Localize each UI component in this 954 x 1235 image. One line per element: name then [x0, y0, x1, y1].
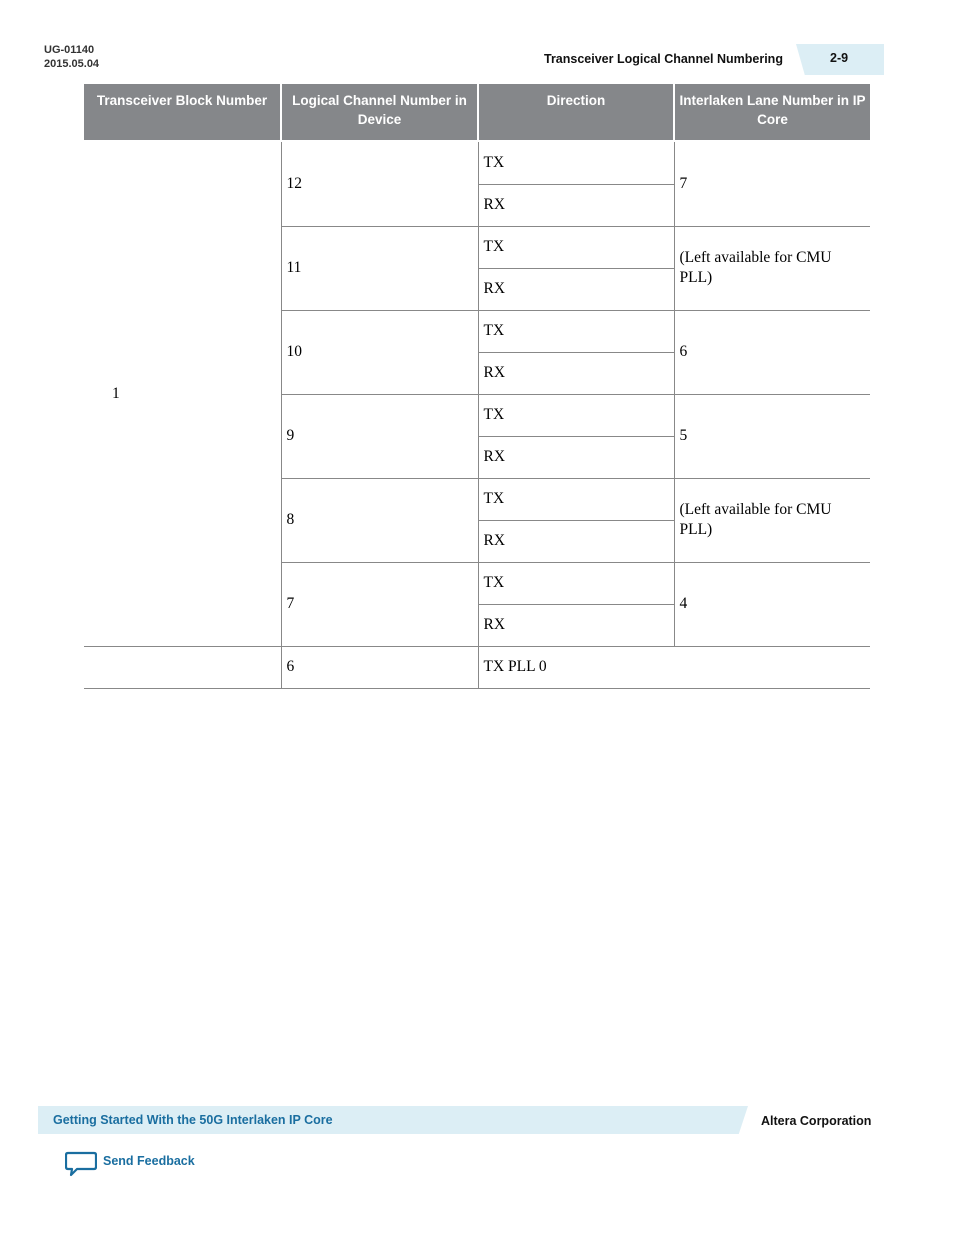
- channel-cell: 7: [281, 562, 478, 646]
- direction-cell: RX: [478, 520, 674, 562]
- lane-cell: 4: [674, 562, 870, 646]
- lane-cell: (Left available for CMU PLL): [674, 226, 870, 310]
- direction-cell: TX: [478, 562, 674, 604]
- channel-cell: 6: [281, 646, 478, 688]
- direction-cell: RX: [478, 184, 674, 226]
- direction-cell: TX: [478, 142, 674, 184]
- direction-cell: RX: [478, 436, 674, 478]
- doc-date: 2015.05.04: [44, 58, 100, 70]
- send-feedback-link[interactable]: Send Feedback: [103, 1154, 195, 1168]
- speech-bubble-icon[interactable]: [65, 1150, 97, 1178]
- direction-cell: TX: [478, 478, 674, 520]
- channel-cell: 9: [281, 394, 478, 478]
- lane-cell: 5: [674, 394, 870, 478]
- direction-cell: TX: [478, 226, 674, 268]
- block-number-cell: [84, 646, 281, 688]
- footer-company: Altera Corporation: [761, 1114, 872, 1128]
- section-title: Transceiver Logical Channel Numbering: [544, 52, 783, 66]
- channel-numbering-table: [84, 84, 870, 689]
- direction-cell: TX: [478, 310, 674, 352]
- column-header: Transceiver Block Number: [84, 84, 281, 140]
- page-number: 2-9: [830, 51, 849, 65]
- lane-cell: 7: [674, 142, 870, 226]
- channel-cell: 8: [281, 478, 478, 562]
- doc-number: UG-01140: [44, 44, 95, 56]
- direction-cell: RX: [478, 268, 674, 310]
- table-row: [84, 142, 870, 184]
- column-header: Direction: [478, 84, 674, 140]
- direction-cell: TX PLL 0: [478, 646, 870, 688]
- direction-cell: RX: [478, 352, 674, 394]
- table-header-row: [84, 84, 870, 140]
- channel-cell: 10: [281, 310, 478, 394]
- footer-book-title[interactable]: Getting Started With the 50G Interlaken IP Core: [53, 1113, 333, 1127]
- direction-cell: RX: [478, 604, 674, 646]
- direction-cell: TX: [478, 394, 674, 436]
- lane-cell: 6: [674, 310, 870, 394]
- column-header: Logical Channel Number in Device: [281, 84, 478, 140]
- lane-cell: (Left available for CMU PLL): [674, 478, 870, 562]
- channel-cell: 12: [281, 142, 478, 226]
- document-id: [44, 43, 99, 71]
- block-number-cell: 1: [84, 142, 281, 646]
- channel-cell: 11: [281, 226, 478, 310]
- table-row: [84, 646, 870, 688]
- column-header: Interlaken Lane Number in IP Core: [674, 84, 870, 140]
